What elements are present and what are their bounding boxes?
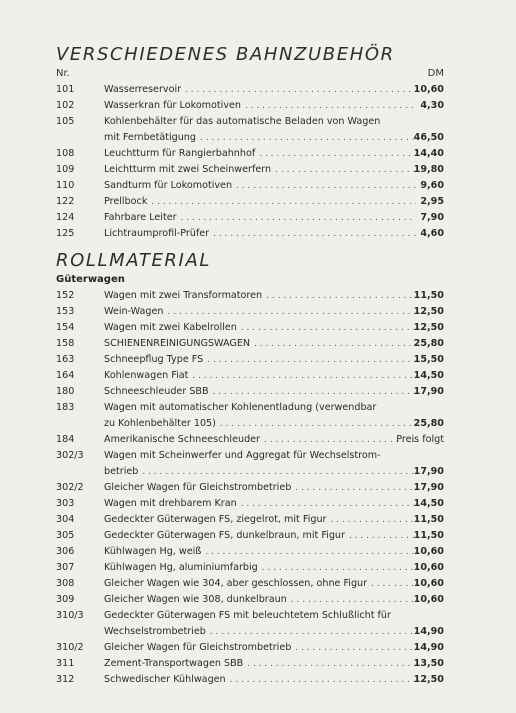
- item-price: 12,50: [413, 322, 444, 333]
- list-item: [56, 480, 444, 496]
- list-item: [56, 304, 444, 320]
- item-description: Wasserkran für Lokomotiven: [104, 100, 241, 111]
- item-number: 307: [56, 562, 75, 573]
- list-item: [56, 320, 444, 336]
- item-price: 19,80: [413, 164, 444, 175]
- list-item: [56, 608, 444, 640]
- item-price: 25,80: [413, 338, 444, 349]
- item-number: 152: [56, 290, 75, 301]
- item-description: Prellbock: [104, 196, 148, 207]
- leader-dots: [192, 368, 416, 384]
- list-item: [56, 146, 444, 162]
- list-item: [56, 560, 444, 576]
- item-description: Gleicher Wagen wie 308, dunkelbraun: [104, 594, 287, 605]
- item-price: 17,90: [413, 466, 444, 477]
- item-number: 122: [56, 196, 75, 207]
- list-item: [56, 512, 444, 528]
- item-price: 11,50: [413, 530, 444, 541]
- leader-dots: [213, 226, 416, 242]
- leader-dots: [241, 320, 416, 336]
- item-number: 183: [56, 402, 75, 413]
- item-number: 303: [56, 498, 75, 509]
- list-item: [56, 528, 444, 544]
- item-number: 311: [56, 658, 75, 669]
- item-number: 180: [56, 386, 75, 397]
- leader-dots: [205, 544, 416, 560]
- item-description: Gleicher Wagen für Gleichstrombetrieb: [104, 642, 292, 653]
- leader-dots: [275, 162, 416, 178]
- item-description: Kohlenbehälter für das automatische Beladen von Wagen: [104, 116, 381, 127]
- leader-dots: [254, 336, 416, 352]
- item-description: Zement-Transportwagen SBB: [104, 658, 244, 669]
- item-price: 11,50: [413, 290, 444, 301]
- leader-dots: [241, 496, 416, 512]
- item-price: 14,90: [413, 626, 444, 637]
- list-item: [56, 336, 444, 352]
- list-item: [56, 592, 444, 608]
- item-number: 310/2: [56, 642, 84, 653]
- item-description: zu Kohlenbehälter 105): [104, 418, 216, 429]
- section-title-rollmaterial: ROLLMATERIAL: [56, 250, 211, 271]
- subsection-title-gueterwagen: Güterwagen: [56, 274, 125, 285]
- item-description: Amerikanische Schneeschleuder: [104, 434, 261, 445]
- item-price: 14,40: [413, 148, 444, 159]
- item-price: 15,50: [413, 354, 444, 365]
- leader-dots: [185, 82, 416, 98]
- item-number: 108: [56, 148, 75, 159]
- list-item: [56, 640, 444, 656]
- item-description: Fahrbare Leiter: [104, 212, 177, 223]
- item-price: 11,50: [413, 514, 444, 525]
- item-description: Wagen mit drehbarem Kran: [104, 498, 237, 509]
- leader-dots: [262, 560, 416, 576]
- leader-dots: [259, 146, 416, 162]
- item-number: 304: [56, 514, 75, 525]
- item-description: SCHIENENREINIGUNGSWAGEN: [104, 338, 251, 349]
- leader-dots: [220, 416, 416, 432]
- item-description: Gedeckter Güterwagen FS mit beleuchtetem Schlußlicht für: [104, 610, 391, 621]
- item-price: 4,60: [420, 228, 444, 239]
- list-item: [56, 576, 444, 592]
- list-item: [56, 226, 444, 242]
- leader-dots: [236, 178, 416, 194]
- item-description: Kühlwagen Hg, weiß: [104, 546, 202, 557]
- item-price: 12,50: [413, 306, 444, 317]
- item-price: 10,60: [413, 578, 444, 589]
- list-item: [56, 178, 444, 194]
- column-header-nr: Nr.: [56, 68, 70, 79]
- item-description: Wagen mit automatischer Kohlenentladung (verwendbar: [104, 402, 377, 413]
- item-description: Leichtturm mit zwei Scheinwerfern: [104, 164, 272, 175]
- list-item: [56, 656, 444, 672]
- item-description: betrieb: [104, 466, 139, 477]
- item-price: 14,90: [413, 642, 444, 653]
- column-header-price: DM: [427, 68, 444, 79]
- leader-dots: [230, 672, 416, 688]
- list-item: [56, 352, 444, 368]
- list-item: [56, 384, 444, 400]
- item-number: 184: [56, 434, 75, 445]
- list-item: [56, 496, 444, 512]
- list-item: [56, 288, 444, 304]
- list-item: [56, 98, 444, 114]
- item-description: Gleicher Wagen für Gleichstrombetrieb: [104, 482, 292, 493]
- item-description: Gleicher Wagen wie 304, aber geschlossen, ohne Figur: [104, 578, 368, 589]
- item-price: 25,80: [413, 418, 444, 429]
- item-price: 17,90: [413, 386, 444, 397]
- item-number: 109: [56, 164, 75, 175]
- leader-dots: [247, 656, 416, 672]
- item-description: Schwedischer Kühlwagen: [104, 674, 226, 685]
- section-title-bahnzubehoer: VERSCHIEDENES BAHNZUBEHÖR: [56, 44, 395, 65]
- item-description: Wein-Wagen: [104, 306, 164, 317]
- item-price: 9,60: [420, 180, 444, 191]
- item-number: 125: [56, 228, 75, 239]
- leader-dots: [181, 210, 416, 226]
- leader-dots: [207, 352, 416, 368]
- item-description: Wagen mit zwei Transformatoren: [104, 290, 263, 301]
- list-item: [56, 400, 444, 432]
- item-number: 158: [56, 338, 75, 349]
- item-number: 102: [56, 100, 75, 111]
- item-price: 46,50: [413, 132, 444, 143]
- list-item: [56, 82, 444, 98]
- item-number: 305: [56, 530, 75, 541]
- item-number: 302/3: [56, 450, 84, 461]
- item-description: Wechselstrombetrieb: [104, 626, 206, 637]
- leader-dots: [151, 194, 416, 210]
- item-number: 163: [56, 354, 75, 365]
- leader-dots: [245, 98, 416, 114]
- item-number: 312: [56, 674, 75, 685]
- item-number: 308: [56, 578, 75, 589]
- item-price: 12,50: [413, 674, 444, 685]
- item-number: 164: [56, 370, 75, 381]
- list-item: [56, 210, 444, 226]
- list-item: [56, 672, 444, 688]
- list-item: [56, 368, 444, 384]
- leader-dots: [142, 464, 416, 480]
- item-description: Sandturm für Lokomotiven: [104, 180, 233, 191]
- item-description: Lichtraumprofil-Prüfer: [104, 228, 210, 239]
- list-item: [56, 162, 444, 178]
- item-price: 14,50: [413, 498, 444, 509]
- leader-dots: [266, 288, 416, 304]
- list-item: [56, 448, 444, 480]
- item-description: Kohlenwagen Fiat: [104, 370, 189, 381]
- item-number: 105: [56, 116, 75, 127]
- list-item: [56, 114, 444, 146]
- item-number: 309: [56, 594, 75, 605]
- item-number: 310/3: [56, 610, 84, 621]
- item-number: 306: [56, 546, 75, 557]
- item-price: 2,95: [420, 196, 444, 207]
- item-price: 10,60: [413, 84, 444, 95]
- item-description: Wagen mit Scheinwerfer und Aggregat für Wechselstrom-: [104, 450, 381, 461]
- item-description: Wagen mit zwei Kabelrollen: [104, 322, 237, 333]
- leader-dots: [167, 304, 416, 320]
- list-item: [56, 194, 444, 210]
- item-price: 17,90: [413, 482, 444, 493]
- item-number: 110: [56, 180, 75, 191]
- item-price: 10,60: [413, 546, 444, 557]
- item-number: 153: [56, 306, 75, 317]
- leader-dots: [210, 624, 416, 640]
- leader-dots: [200, 130, 416, 146]
- item-price: 7,90: [420, 212, 444, 223]
- leader-dots: [213, 384, 416, 400]
- item-price: 4,30: [420, 100, 444, 111]
- item-description: Leuchtturm für Rangierbahnhof: [104, 148, 256, 159]
- item-price: Preis folgt: [396, 434, 444, 445]
- list-item: [56, 432, 444, 448]
- item-description: Gedeckter Güterwagen FS, dunkelbraun, mit Figur: [104, 530, 345, 541]
- list-item: [56, 544, 444, 560]
- item-number: 154: [56, 322, 75, 333]
- item-number: 302/2: [56, 482, 84, 493]
- item-price: 14,50: [413, 370, 444, 381]
- item-number: 124: [56, 212, 75, 223]
- item-number: 101: [56, 84, 75, 95]
- item-description: Kühlwagen Hg, aluminiumfarbig: [104, 562, 258, 573]
- item-description: Schneeschleuder SBB: [104, 386, 209, 397]
- item-price: 13,50: [413, 658, 444, 669]
- item-description: Schneepflug Type FS: [104, 354, 204, 365]
- item-description: Gedeckter Güterwagen FS, ziegelrot, mit Figur: [104, 514, 327, 525]
- item-price: 10,60: [413, 562, 444, 573]
- item-description: Wasserreservoir: [104, 84, 182, 95]
- item-price: 10,60: [413, 594, 444, 605]
- item-description: mit Fernbetätigung: [104, 132, 196, 143]
